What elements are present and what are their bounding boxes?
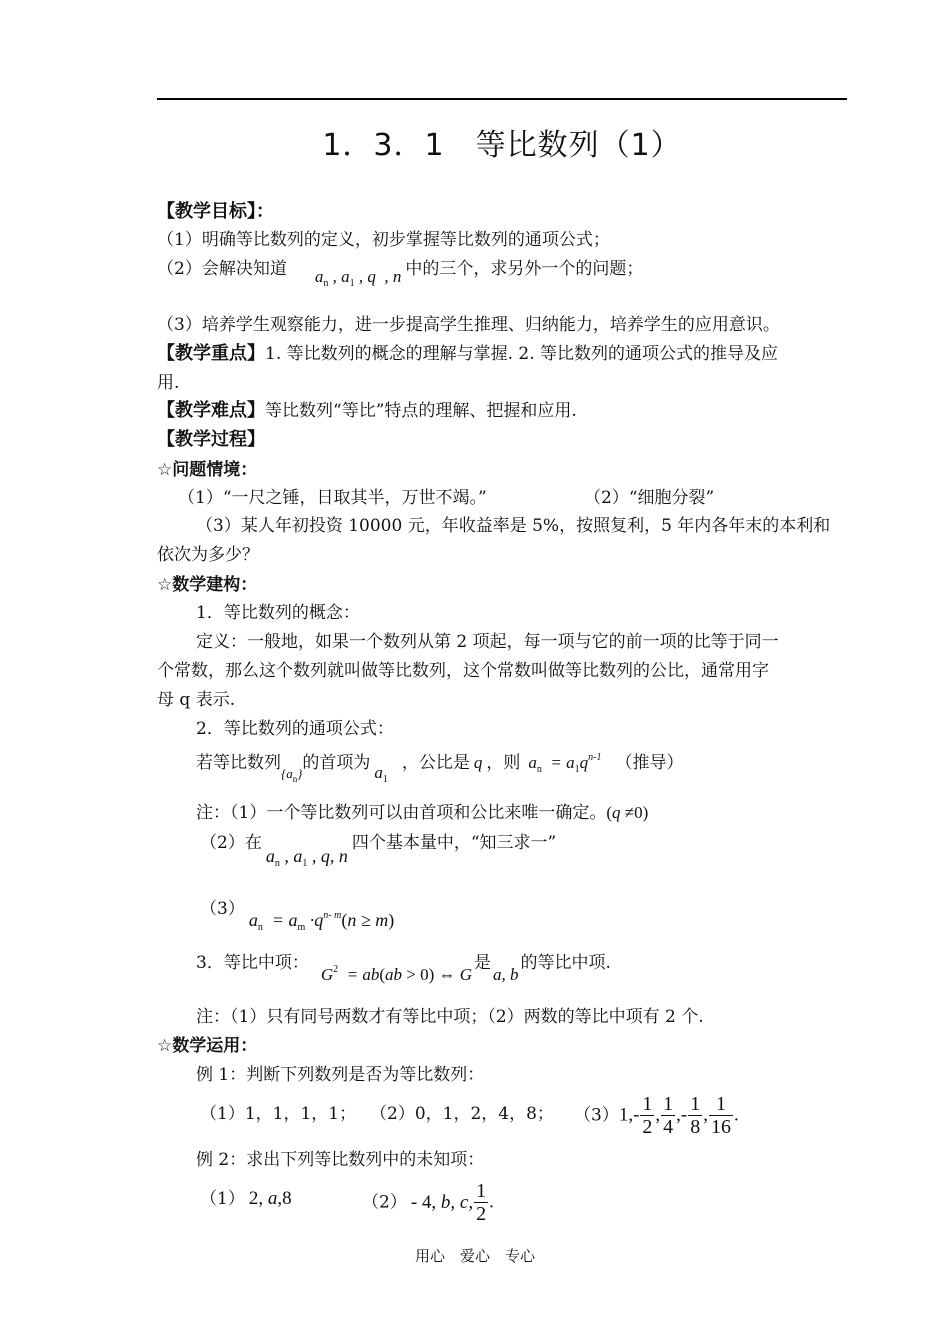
- first-term-a1: $a_1$: [374, 763, 388, 785]
- section-3-title: 3．等比中项：: [196, 953, 309, 973]
- section-3-post: 的等比中项.: [520, 953, 611, 973]
- page-footer: 用心 爱心 专心: [414, 1247, 535, 1265]
- sequence-neg4-b-c-half: - 4, b, c,: [410, 1191, 474, 1213]
- example-2-item-1: [200, 1187, 292, 1211]
- situation-3-cont: 依次为多少？: [157, 545, 259, 565]
- sequence-2-a-8: 2, a,8: [248, 1188, 292, 1209]
- note-geometric-mean: 注：（1）只有同号两数才有等比中项；（2）两数的等比中项有 2 个.: [196, 1007, 704, 1027]
- definition-line-1: 定义：一般地，如果一个数列从第 2 项起，每一项与它的前一项的比等于同一: [196, 632, 779, 652]
- sequence-fractions: 1,-: [618, 1104, 640, 1126]
- focus-heading: 【教学重点】: [157, 343, 265, 364]
- goal-2-pre: （2）会解决知道: [157, 259, 287, 279]
- formula-an-am: $a_n = a_m \cdot q^{n- m}(n \ge m)$: [248, 910, 395, 933]
- goals-heading: 【教学目标】：: [157, 201, 274, 222]
- fraction-1-2-b: $\frac{1}{2}$: [476, 1180, 487, 1225]
- situation-3: （3）某人年初投资 10000 元，年收益率是 5%，按照复利，5 年内各年末的本利和: [196, 516, 831, 536]
- fraction-1-4: $\frac{1}{4}$: [663, 1093, 674, 1138]
- difficulty-line: [157, 399, 577, 423]
- fraction-1-16: $\frac{1}{16}$: [710, 1093, 731, 1138]
- example-1-item-3: （3）1,- $\frac{1}{2}$ , $\frac{1}{4}$ ,- $\frac{1}{8}$ , $\frac{1}{16}$ .: [574, 1093, 739, 1138]
- general-term-formula: $a_n = a_1q^{n-1}$: [528, 752, 602, 775]
- focus-text-cont: 用.: [157, 373, 180, 393]
- ratio-q: q: [473, 753, 483, 772]
- note-2-post: 四个基本量中，“知三求一”: [351, 833, 557, 853]
- example-1-item-2: （2）0，1，2，4，8；: [370, 1104, 554, 1124]
- note-2-pre: （2）在: [200, 833, 262, 853]
- focus-line: [157, 342, 778, 366]
- example-2-item-2-label: （2）: [362, 1192, 407, 1213]
- example-1: 例 1：判断下列数列是否为等比数列：: [196, 1065, 485, 1085]
- definition-line-2: 个常数，那么这个数列就叫做等比数列，这个常数叫做等比数列的公比，通常用字: [157, 661, 769, 681]
- process-heading: 【教学过程】: [157, 429, 265, 450]
- formula-text-3: ，公比是: [401, 753, 470, 773]
- geometric-mean-formula: $G^2 = ab(ab > 0)$ ⇔ G: [320, 964, 473, 984]
- note-3-pre: （3）: [200, 899, 245, 919]
- fraction-1-8: $\frac{1}{8}$: [690, 1093, 701, 1138]
- note-2-line: [200, 830, 557, 869]
- page-title: 1．3．1 等比数列（1）: [322, 128, 682, 163]
- definition-line-3: 母 q 表示.: [157, 690, 236, 710]
- general-term-line: [196, 746, 684, 785]
- situation-1: （1）“一尺之锤，日取其半，万世不竭。”: [178, 488, 487, 508]
- note-1: 注：（1）一个等比数列可以由首项和公比来唯一确定。: [196, 803, 607, 823]
- formula-text-4: ，则: [486, 753, 521, 773]
- example-1-item-1: （1）1，1，1，1；: [200, 1104, 357, 1124]
- formula-text-1: 若等比数列: [196, 753, 281, 773]
- note-3-line: [200, 892, 395, 933]
- section-1-title: 1．等比数列的概念：: [196, 603, 360, 623]
- terms-a-b: a, b: [493, 965, 519, 984]
- model-heading: ☆数学建构：: [157, 575, 258, 595]
- situation-2: （2）“细胞分裂”: [584, 488, 715, 508]
- goal-2-post: 中的三个，求另外一个的问题；: [405, 259, 644, 279]
- goal-2: [157, 257, 643, 288]
- example-2-item-2: （2） - 4, b, c, $\frac{1}{2}$ .: [362, 1180, 494, 1225]
- formula-text-2: 的首项为: [302, 753, 371, 773]
- example-1-item-3-label: （3）: [574, 1105, 619, 1126]
- goal-1: （1）明确等比数列的定义，初步掌握等比数列的通项公式；: [157, 230, 610, 250]
- top-rule: [157, 98, 847, 100]
- section-3-line: [196, 946, 611, 984]
- fraction-1-2: $\frac{1}{2}$: [642, 1093, 653, 1138]
- four-quantities: $a_n$ , $a_1$ , q, n: [265, 846, 348, 869]
- note-1-line: [196, 801, 648, 825]
- derive-label: （推导）: [615, 753, 684, 773]
- q-nonzero: (q ≠0): [606, 803, 649, 822]
- example-2-item-1-label: （1）: [200, 1189, 245, 1209]
- sequence-an: {an}: [281, 766, 303, 784]
- example-2: 例 2：求出下列等比数列中的未知项：: [196, 1150, 485, 1170]
- section-2-title: 2．等比数列的通项公式：: [196, 719, 394, 739]
- apply-heading: ☆数学运用：: [157, 1036, 258, 1056]
- difficulty-text: 等比数列“等比”特点的理解、把握和应用.: [265, 401, 577, 421]
- formula-an-a1-q-n: $a_n$ , $a_1$ , q , n: [314, 267, 402, 289]
- section-3-mid: 是: [474, 953, 492, 973]
- focus-text: 1. 等比数列的概念的理解与掌握. 2. 等比数列的通项公式的推导及应: [265, 344, 779, 364]
- goal-3: （3）培养学生观察能力，进一步提高学生推理、归纳能力，培养学生的应用意识。: [157, 315, 780, 335]
- difficulty-heading: 【教学难点】: [157, 400, 265, 421]
- situation-heading: ☆问题情境：: [157, 460, 258, 480]
